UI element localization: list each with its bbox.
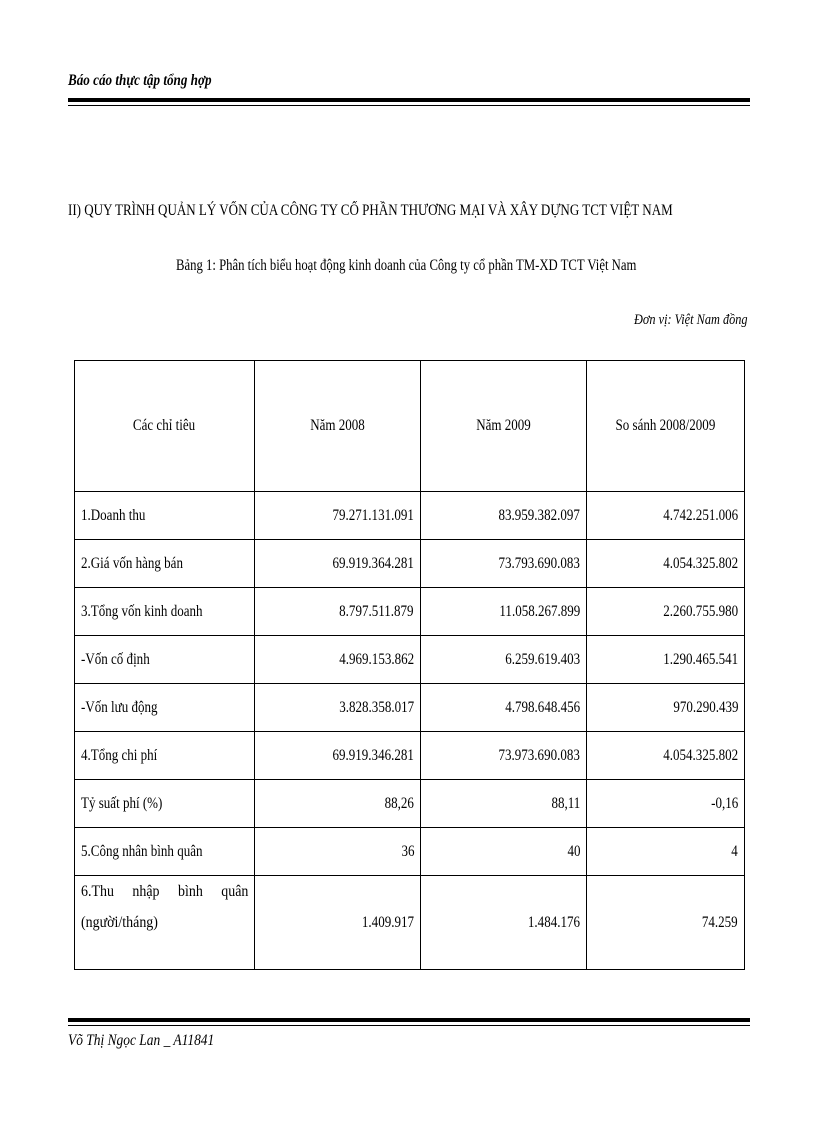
table-row: [75, 732, 745, 780]
page-header-title: Báo cáo thực tập tổng hợp: [68, 72, 212, 89]
value-comparison: 74.259: [587, 876, 745, 970]
value-2009: 11.058.267.899: [421, 588, 587, 636]
table-row: [75, 636, 745, 684]
value-comparison: 4.054.325.802: [587, 732, 745, 780]
value-2009: 73.973.690.083: [421, 732, 587, 780]
header-year-2009: Năm 2009: [421, 361, 587, 492]
value-comparison: 1.290.465.541: [587, 636, 745, 684]
row-label: 5.Công nhân bình quân: [75, 828, 255, 876]
footer-rule-thick: [68, 1018, 750, 1022]
value-2009: 1.484.176: [421, 876, 587, 970]
value-2008: 3.828.358.017: [255, 684, 421, 732]
header-year-2008: Năm 2008: [255, 361, 421, 492]
value-2009: 40: [421, 828, 587, 876]
value-2008: 69.919.346.281: [255, 732, 421, 780]
value-comparison: 4.054.325.802: [587, 540, 745, 588]
header-comparison: So sánh 2008/2009: [587, 361, 745, 492]
table-header-row: [75, 361, 745, 492]
value-2008: 88,26: [255, 780, 421, 828]
table-row: [75, 780, 745, 828]
value-2008: 36: [255, 828, 421, 876]
value-2009: 6.259.619.403: [421, 636, 587, 684]
row-label: 3.Tổng vốn kinh doanh: [75, 588, 255, 636]
value-comparison: -0,16: [587, 780, 745, 828]
table-row: [75, 492, 745, 540]
section-title: II) QUY TRÌNH QUẢN LÝ VỐN CỦA CÔNG TY CỔ PHẦN THƯƠNG MẠI VÀ XÂY DỰNG TCT VIỆT NAM: [68, 202, 673, 219]
value-2008: 79.271.131.091: [255, 492, 421, 540]
row-label: 1.Doanh thu: [75, 492, 255, 540]
table-row: [75, 876, 745, 970]
value-2009: 73.793.690.083: [421, 540, 587, 588]
row-label: 4.Tổng chi phí: [75, 732, 255, 780]
table-row: [75, 828, 745, 876]
row-label: Tỷ suất phí (%): [75, 780, 255, 828]
footer-rule-thin: [68, 1025, 750, 1026]
row-label: -Vốn cố định: [75, 636, 255, 684]
header-indicators: Các chỉ tiêu: [75, 361, 255, 492]
value-2009: 4.798.648.456: [421, 684, 587, 732]
value-2009: 83.959.382.097: [421, 492, 587, 540]
footer-author: Võ Thị Ngọc Lan _ A11841: [68, 1032, 215, 1049]
header-rule-thin: [68, 105, 750, 106]
row-label: 2.Giá vốn hàng bán: [75, 540, 255, 588]
value-2008: 8.797.511.879: [255, 588, 421, 636]
table-caption: Bảng 1: Phân tích biểu hoạt động kinh doanh của Công ty cổ phần TM-XD TCT Việt Nam: [176, 257, 637, 274]
value-comparison: 970.290.439: [587, 684, 745, 732]
row-label: -Vốn lưu động: [75, 684, 255, 732]
value-comparison: 4: [587, 828, 745, 876]
value-2008: 1.409.917: [255, 876, 421, 970]
header-rule-thick: [68, 98, 750, 102]
value-comparison: 4.742.251.006: [587, 492, 745, 540]
business-analysis-table: [74, 360, 745, 970]
unit-note: Đơn vị: Việt Nam đồng: [634, 312, 748, 328]
value-2008: 69.919.364.281: [255, 540, 421, 588]
value-2009: 88,11: [421, 780, 587, 828]
table-row: [75, 588, 745, 636]
value-comparison: 2.260.755.980: [587, 588, 745, 636]
row-label: 6.Thu nhập bình quân (người/tháng): [75, 876, 255, 970]
value-2008: 4.969.153.862: [255, 636, 421, 684]
table-row: [75, 540, 745, 588]
table-row: [75, 684, 745, 732]
